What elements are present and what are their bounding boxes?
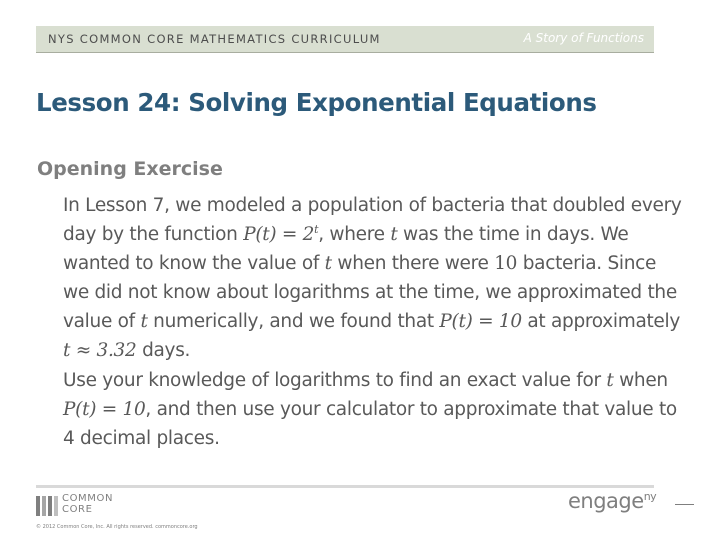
common-core-logo bbox=[36, 492, 136, 518]
lesson-title: Lesson 24: Solving Exponential Equations bbox=[36, 88, 597, 117]
exercise-paragraph-2: Use your knowledge of logarithms to find an exact value for t when P(t) = 10, and then use your calculator to approximate that value to 4 decimal places. bbox=[63, 370, 677, 449]
exercise-body bbox=[63, 191, 683, 453]
copyright-notice: © 2012 Common Core, Inc. All rights reserved. commoncore.org bbox=[36, 524, 198, 530]
module-label: A Story of Functions bbox=[523, 31, 644, 45]
corner-divider bbox=[675, 504, 694, 505]
math-function: P(t) = 2 bbox=[243, 224, 315, 245]
common-core-bars-icon bbox=[36, 496, 58, 516]
engageny-logo: engage$^{ny}$ bbox=[568, 489, 657, 513]
common-core-logo-text: COMMON CORE bbox=[62, 493, 114, 515]
curriculum-label: NYS COMMON CORE MATHEMATICS CURRICULUM bbox=[48, 32, 381, 46]
header-bar bbox=[36, 26, 654, 53]
section-heading: Opening Exercise bbox=[37, 158, 223, 180]
footer-divider bbox=[36, 485, 654, 488]
exercise-paragraph-1: In Lesson 7, we modeled a population of bacteria that doubled every day by the function $P(t) = 2^t$, where t was the time in days. We wanted to know the value of t when there were 10 bacteria. Since we did not know about logarithms at the time, we approximated the value of t numerically, and we found that P(t) = 10 at approximately t ≈ 3.32 days. bbox=[63, 195, 682, 361]
